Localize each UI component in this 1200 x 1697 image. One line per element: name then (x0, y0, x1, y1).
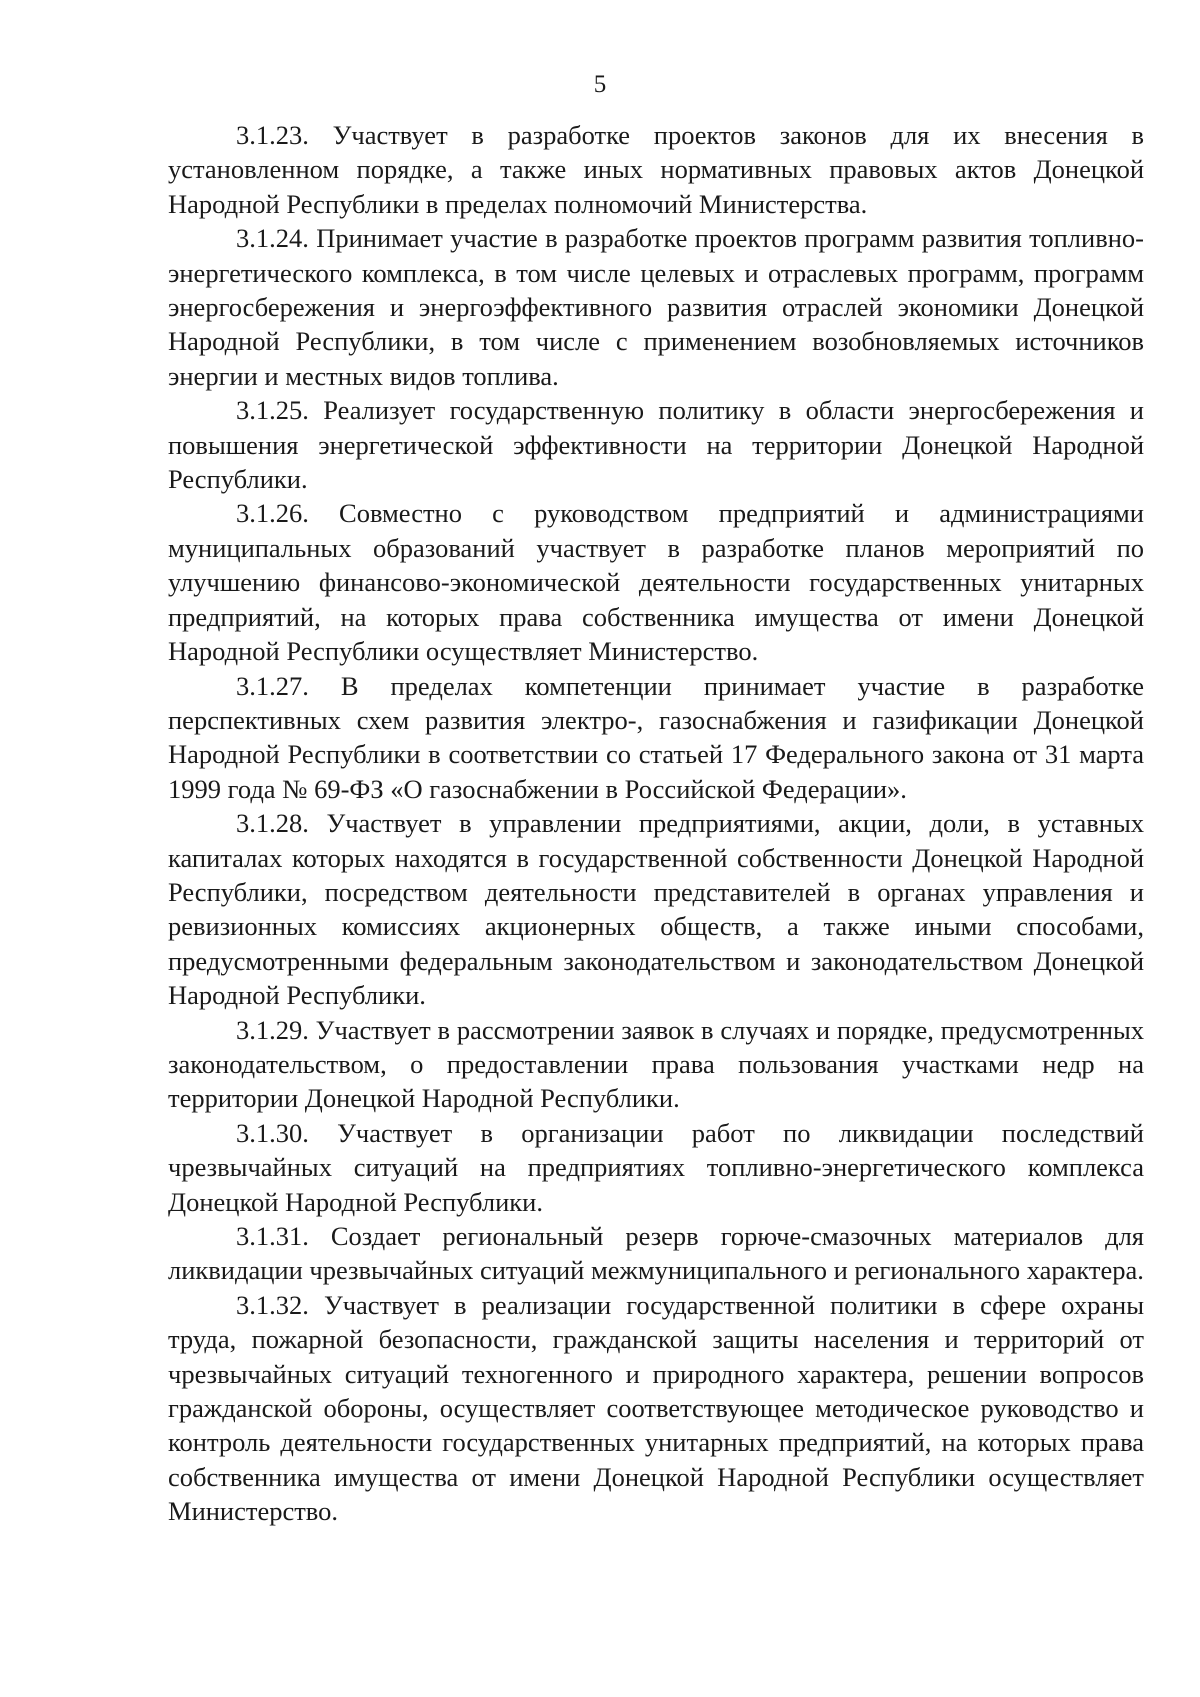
paragraph-3-1-32: 3.1.32. Участвует в реализации государственной политики в сфере охраны труда, пожарной безопасности, гражданской защиты населения и территорий от чрезвычайных ситуаций техногенного и природного характера, решении вопросов гражданской обороны, осуществляет соответствующее методическое руководство и контроль деятельности государственных унитарных предприятий, на которых права собственника имущества от имени Донецкой Народной Республики осуществляет Министерство. (168, 1289, 1144, 1527)
paragraph-3-1-27: 3.1.27. В пределах компетенции принимает участие в разработке перспективных схем развития электро-, газоснабжения и газификации Донецкой Народной Республики в соответствии со статьей 17 Федерального закона от 31 марта 1999 года № 69-ФЗ «О газоснабжении в Российской Федерации». (168, 670, 1144, 804)
paragraph-3-1-28: 3.1.28. Участвует в управлении предприятиями, акции, доли, в уставных капиталах которых находятся в государственной собственности Донецкой Народной Республики, посредством деятельности представителей в органах управления и ревизионных комиссиях акционерных обществ, а также иными способами, предусмотренными федеральным законодательством и законодательством Донецкой Народной Республики. (168, 808, 1144, 1011)
paragraph-3-1-24: 3.1.24. Принимает участие в разработке проектов программ развития топливно-энергетического комплекса, в том числе целевых и отраслевых программ, программ энергосбережения и энергоэффективного развития отраслей экономики Донецкой Народной Республики, в том числе с применением возобновляемых источников энергии и местных видов топлива. (168, 223, 1144, 391)
paragraph-3-1-25: 3.1.25. Реализует государственную политику в области энергосбережения и повышения энергетической эффективности на территории Донецкой Народной Республики. (168, 395, 1144, 495)
paragraph-3-1-31: 3.1.31. Создает региональный резерв горюче-смазочных материалов для ликвидации чрезвычайных ситуаций межмуниципального и регионального характера. (168, 1221, 1144, 1286)
page-number: 5 (593, 71, 607, 98)
paragraph-3-1-23: 3.1.23. Участвует в разработке проектов законов для их внесения в установленном порядке, а также иных нормативных правовых актов Донецкой Народной Республики в пределах полномочий Министерства. (168, 120, 1144, 219)
document-body (168, 118, 1144, 1529)
paragraph-3-1-29: 3.1.29. Участвует в рассмотрении заявок в случаях и порядке, предусмотренных законодательством, о предоставлении права пользования участками недр на территории Донецкой Народной Республики. (168, 1014, 1144, 1114)
paragraph-3-1-30: 3.1.30. Участвует в организации работ по ликвидации последствий чрезвычайных ситуаций на предприятиях топливно-энергетического комплекса Донецкой Народной Республики. (168, 1117, 1144, 1217)
paragraph-3-1-26: 3.1.26. Совместно с руководством предприятий и администрациями муниципальных образований участвует в разработке планов мероприятий по улучшению финансово-экономической деятельности государственных унитарных предприятий, на которых права собственника имущества от имени Донецкой Народной Республики осуществляет Министерство. (168, 498, 1144, 667)
